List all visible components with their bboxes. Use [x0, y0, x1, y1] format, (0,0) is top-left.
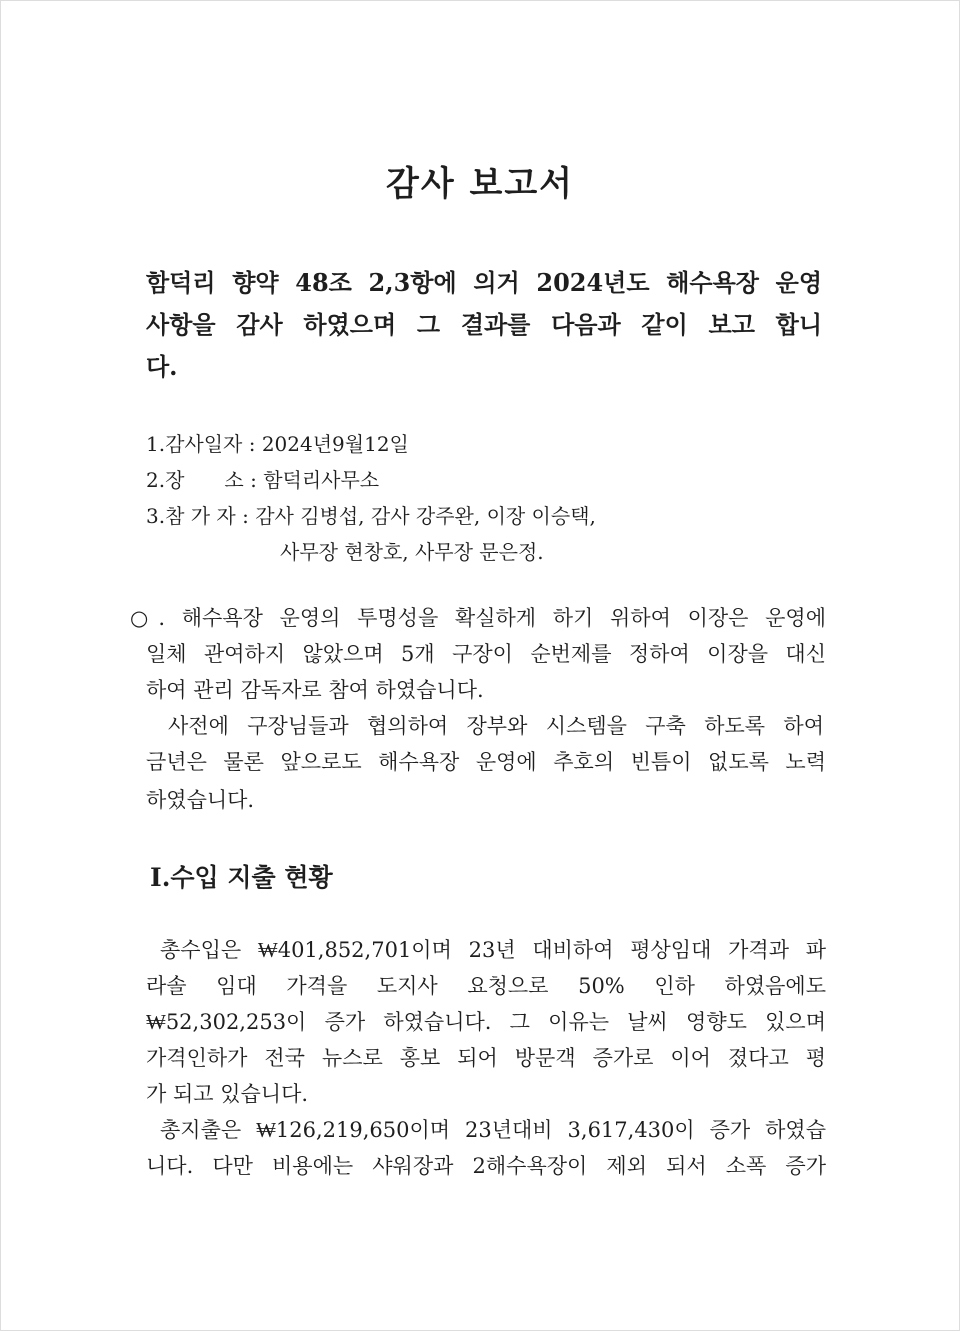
info-attendees-line-2: 사무장 현창호, 사무장 문은정. [280, 540, 544, 564]
paragraph1-line-1: ○. 해수욕장 운영의 투명성을 확실하게 하기 위하여 이장은 운영에 [130, 606, 826, 630]
document-title: 감사 보고서 [385, 164, 575, 204]
info-date-label: 1.감사일자 : [146, 432, 256, 456]
info-attendees-line-1: 감사 김병섭, 감사 강주완, 이장 이승택, [255, 504, 596, 528]
paragraph2-line-4: 가격인하가 전국 뉴스로 홍보 되어 방문객 증가로 이어 졌다고 평 [146, 1046, 826, 1070]
info-attendees-row [146, 500, 596, 529]
paragraph1-line-4: 사전에 구장님들과 협의하여 장부와 시스템을 구축 하도록 하여 [168, 714, 824, 738]
paragraph2-line-2: 라솔 임대 가격을 도지사 요청으로 50% 인하 하였음에도 [146, 974, 826, 998]
paragraph2-line-6: 총지출은 ₩126,219,650이며 23년대비 3,617,430이 증가 하였습 [160, 1118, 826, 1142]
section-heading: Ⅰ.수입 지출 현황 [150, 863, 333, 892]
paragraph1-line-3: 하여 관리 감독자로 참여 하였습니다. [146, 678, 484, 702]
info-place-row [146, 464, 379, 493]
paragraph2-line-1: 총수입은 ₩401,852,701이며 23년 대비하여 평상임대 가격과 파 [160, 938, 826, 962]
info-date-row [146, 428, 409, 457]
intro-line-2: 사항을 감사 하였으며 그 결과를 다음과 같이 보고 합니 [146, 310, 822, 339]
paragraph2-line-3: ₩52,302,253이 증가 하였습니다. 그 이유는 날씨 영향도 있으며 [146, 1010, 826, 1034]
info-place-label: 2.장 소 : [146, 468, 257, 492]
paragraph1-line-6: 하였습니다. [146, 788, 255, 812]
intro-line-1: 함덕리 향약 48조 2,3항에 의거 2024년도 해수욕장 운영 [146, 268, 822, 297]
paragraph2-line-5: 가 되고 있습니다. [146, 1082, 309, 1106]
paragraph1-line-5: 금년은 물론 앞으로도 해수욕장 운영에 추호의 빈틈이 없도록 노력 [146, 750, 826, 774]
paragraph1-line-2: 일체 관여하지 않았으며 5개 구장이 순번제를 정하여 이장을 대신 [146, 642, 826, 666]
info-attendees-label: 3.참 가 자 : [146, 504, 249, 528]
paragraph2-line-7: 니다. 다만 비용에는 샤워장과 2해수욕장이 제외 되서 소폭 증가 [146, 1154, 826, 1178]
info-place-value: 함덕리사무소 [263, 468, 380, 492]
intro-line-3: 다. [146, 352, 178, 381]
info-date-value: 2024년9월12일 [261, 432, 409, 456]
